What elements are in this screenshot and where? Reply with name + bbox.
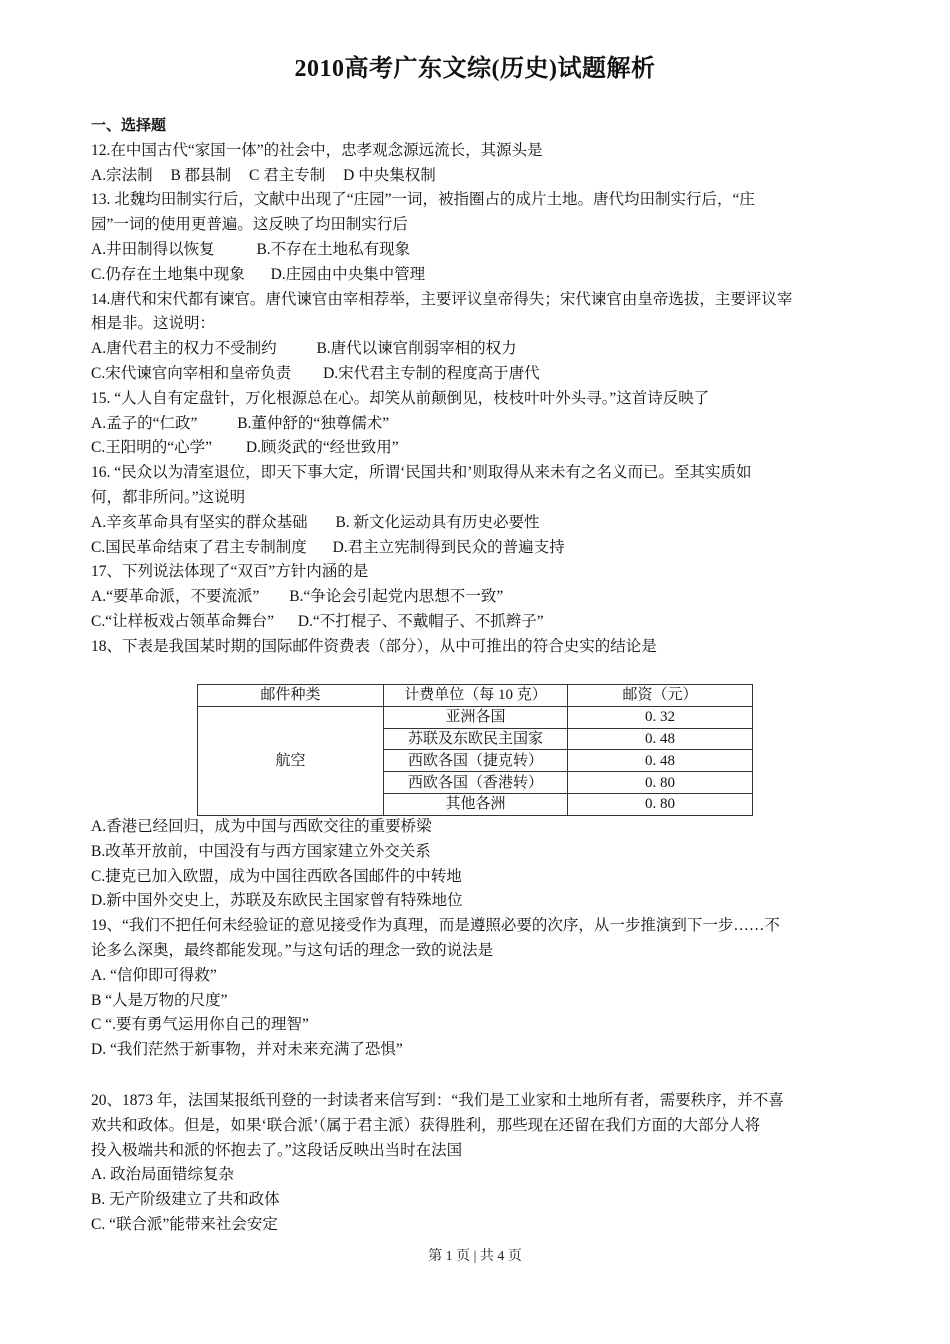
question-20-option-b: B. 无产阶级建立了共和政体 bbox=[91, 1191, 280, 1209]
question-19-option-d: D. “我们茫然于新事物，并对未来充满了恐惧” bbox=[91, 1041, 403, 1059]
question-18-option-c: C.捷克已加入欧盟，成为中国往西欧各国邮件的中转地 bbox=[91, 867, 462, 885]
option-b: B 郡县制 bbox=[170, 166, 232, 184]
option-a: A.唐代君主的权力不受制约 bbox=[91, 340, 277, 358]
question-19-stem-line1: 19、“我们不把任何未经验证的意见接受作为真理，而是遵照必要的次序，从一步推演到下一步……不 bbox=[91, 917, 780, 935]
header-mail-type: 邮件种类 bbox=[198, 685, 384, 707]
question-13-stem-line2: 园”一词的使用更普遍。这反映了均田制实行后 bbox=[91, 216, 408, 234]
question-19-stem-line2: 论多么深奥，最终都能发现。”与这句话的理念一致的说法是 bbox=[91, 941, 494, 959]
option-d: D.宋代君主专制的程度高于唐代 bbox=[323, 364, 540, 382]
question-14-stem-line2: 相是非。这说明： bbox=[91, 315, 216, 333]
option-b: B.“争论会引起党内思想不一致” bbox=[289, 588, 504, 606]
option-d: D.顾炎武的“经世致用” bbox=[245, 439, 399, 457]
question-12-options bbox=[91, 164, 861, 189]
option-d: D.“不打棍子、不戴帽子、不抓辫子” bbox=[297, 612, 544, 630]
question-17-options-cd bbox=[91, 610, 861, 635]
question-16-options-cd bbox=[91, 536, 861, 561]
option-a: A.孟子的“仁政” bbox=[91, 414, 198, 432]
question-13-stem-line1: 13. 北魏均田制实行后，文献中出现了“庄园”一词，被指圈占的成片土地。唐代均田制实行后，“庄 bbox=[91, 191, 755, 209]
unit-cell: 西欧各国（香港转） bbox=[384, 772, 568, 794]
option-c: C.国民革命结束了君主专制制度 bbox=[91, 538, 307, 556]
question-19-option-b: B “人是万物的尺度” bbox=[91, 991, 228, 1009]
question-18-stem: 18、下表是我国某时期的国际邮件资费表（部分），从中可推出的符合史实的结论是 bbox=[91, 637, 657, 655]
postage-fee-table bbox=[197, 684, 753, 816]
question-17-options-ab bbox=[91, 585, 861, 610]
header-billing-unit: 计费单位（每 10 克） bbox=[384, 685, 568, 707]
page-title: 2010高考广东文综(历史)试题解析 bbox=[294, 56, 656, 82]
category-cell: 航空 bbox=[198, 706, 384, 815]
question-20-block bbox=[91, 1089, 861, 1238]
fee-cell: 0. 48 bbox=[568, 728, 753, 750]
unit-cell: 西欧各国（捷克转） bbox=[384, 750, 568, 772]
fee-cell: 0. 32 bbox=[568, 706, 753, 728]
question-19-option-a: A. “信仰即可得救” bbox=[91, 966, 217, 984]
option-a: A.“要革命派，不要流派” bbox=[91, 588, 260, 606]
question-18-option-b: B.改革开放前，中国没有与西方国家建立外交关系 bbox=[91, 842, 431, 860]
page-footer: 第 1 页 | 共 4 页 bbox=[428, 1249, 522, 1264]
question-15-options-ab bbox=[91, 412, 861, 437]
question-20-stem-line3: 投入极端共和派的怀抱去了。”这段话反映出当时在法国 bbox=[91, 1141, 463, 1159]
option-a: A.辛亥革命具有坚实的群众基础 bbox=[91, 513, 308, 531]
question-16-stem-line2: 何，都非所问。”这说明 bbox=[91, 488, 246, 506]
option-b: B.董仲舒的“独尊儒术” bbox=[237, 414, 390, 432]
question-14-options-ab bbox=[91, 337, 861, 362]
question-14-options-cd bbox=[91, 362, 861, 387]
question-16-stem-line1: 16. “民众以为清室退位，即天下事大定，所谓‘民国共和’则取得从来未有之名义而已。至其实质如 bbox=[91, 464, 752, 482]
option-c: C 君主专制 bbox=[249, 166, 326, 184]
question-15-stem: 15. “人人自有定盘针，万化根源总在心。却笑从前颠倒见，枝枝叶叶外头寻。”这首诗反映了 bbox=[91, 389, 710, 407]
question-13-options-ab bbox=[91, 238, 861, 263]
unit-cell: 其他各洲 bbox=[384, 793, 568, 815]
unit-cell: 亚洲各国 bbox=[384, 706, 568, 728]
option-b: B.唐代以谏官削弱宰相的权力 bbox=[316, 340, 517, 358]
question-19-option-c: C “.要有勇气运用你自己的理智” bbox=[91, 1016, 309, 1034]
option-c: C.仍存在土地集中现象 bbox=[91, 265, 245, 283]
unit-cell: 苏联及东欧民主国家 bbox=[384, 728, 568, 750]
option-c: C.王阳明的“心学” bbox=[91, 439, 212, 457]
option-b: B. 新文化运动具有历史必要性 bbox=[335, 513, 540, 531]
option-b: B.不存在土地私有现象 bbox=[256, 240, 411, 258]
option-d: D.君主立宪制得到民众的普遍支持 bbox=[332, 538, 565, 556]
question-15-options-cd bbox=[91, 436, 861, 461]
question-20-stem-line1: 20、1873 年，法国某报纸刊登的一封读者来信写到：“我们是工业家和土地所有者，需要秩序，并不喜 bbox=[91, 1092, 784, 1109]
postage-table-wrapper bbox=[197, 684, 753, 816]
question-20-stem-line2: 欢共和政体。但是，如果‘联合派’（属于君主派）获得胜利，那些现在还留在我们方面的大部分人将 bbox=[91, 1116, 761, 1134]
question-20-option-a: A. 政治局面错综复杂 bbox=[91, 1166, 234, 1184]
question-17-stem: 17、下列说法体现了“双百”方针内涵的是 bbox=[91, 563, 369, 581]
fee-cell: 0. 48 bbox=[568, 750, 753, 772]
question-16-options-ab bbox=[91, 511, 861, 536]
question-18-option-a: A.香港已经回归，成为中国与西欧交往的重要桥梁 bbox=[91, 818, 432, 835]
option-c: C.宋代谏官向宰相和皇帝负责 bbox=[91, 364, 292, 382]
option-a: A.井田制得以恢复 bbox=[91, 240, 215, 258]
question-13-options-cd bbox=[91, 263, 861, 288]
option-d: D.庄园由中央集中管理 bbox=[270, 265, 426, 283]
fee-cell: 0. 80 bbox=[568, 772, 753, 794]
table-row bbox=[198, 706, 753, 728]
option-d: D 中央集权制 bbox=[343, 166, 436, 184]
question-12-stem: 12.在中国古代“家国一体”的社会中，忠孝观念源远流长，其源头是 bbox=[91, 141, 543, 159]
question-content-continued bbox=[91, 815, 861, 1063]
section-heading: 一、选择题 bbox=[91, 118, 167, 134]
fee-cell: 0. 80 bbox=[568, 793, 753, 815]
question-content bbox=[91, 114, 861, 660]
question-20-option-c: C. “联合派”能带来社会安定 bbox=[91, 1215, 278, 1233]
header-postage: 邮资（元） bbox=[568, 685, 753, 707]
question-18-option-d: D.新中国外交史上，苏联及东欧民主国家曾有特殊地位 bbox=[91, 892, 463, 910]
option-a: A.宗法制 bbox=[91, 166, 153, 184]
question-14-stem-line1: 14.唐代和宋代都有谏官。唐代谏官由宰相荐举，主要评议皇帝得失；宋代谏官由皇帝选拔，主要评议宰 bbox=[91, 290, 793, 308]
option-c: C.“让样板戏占领革命舞台” bbox=[91, 612, 274, 630]
table-header-row bbox=[198, 685, 753, 707]
